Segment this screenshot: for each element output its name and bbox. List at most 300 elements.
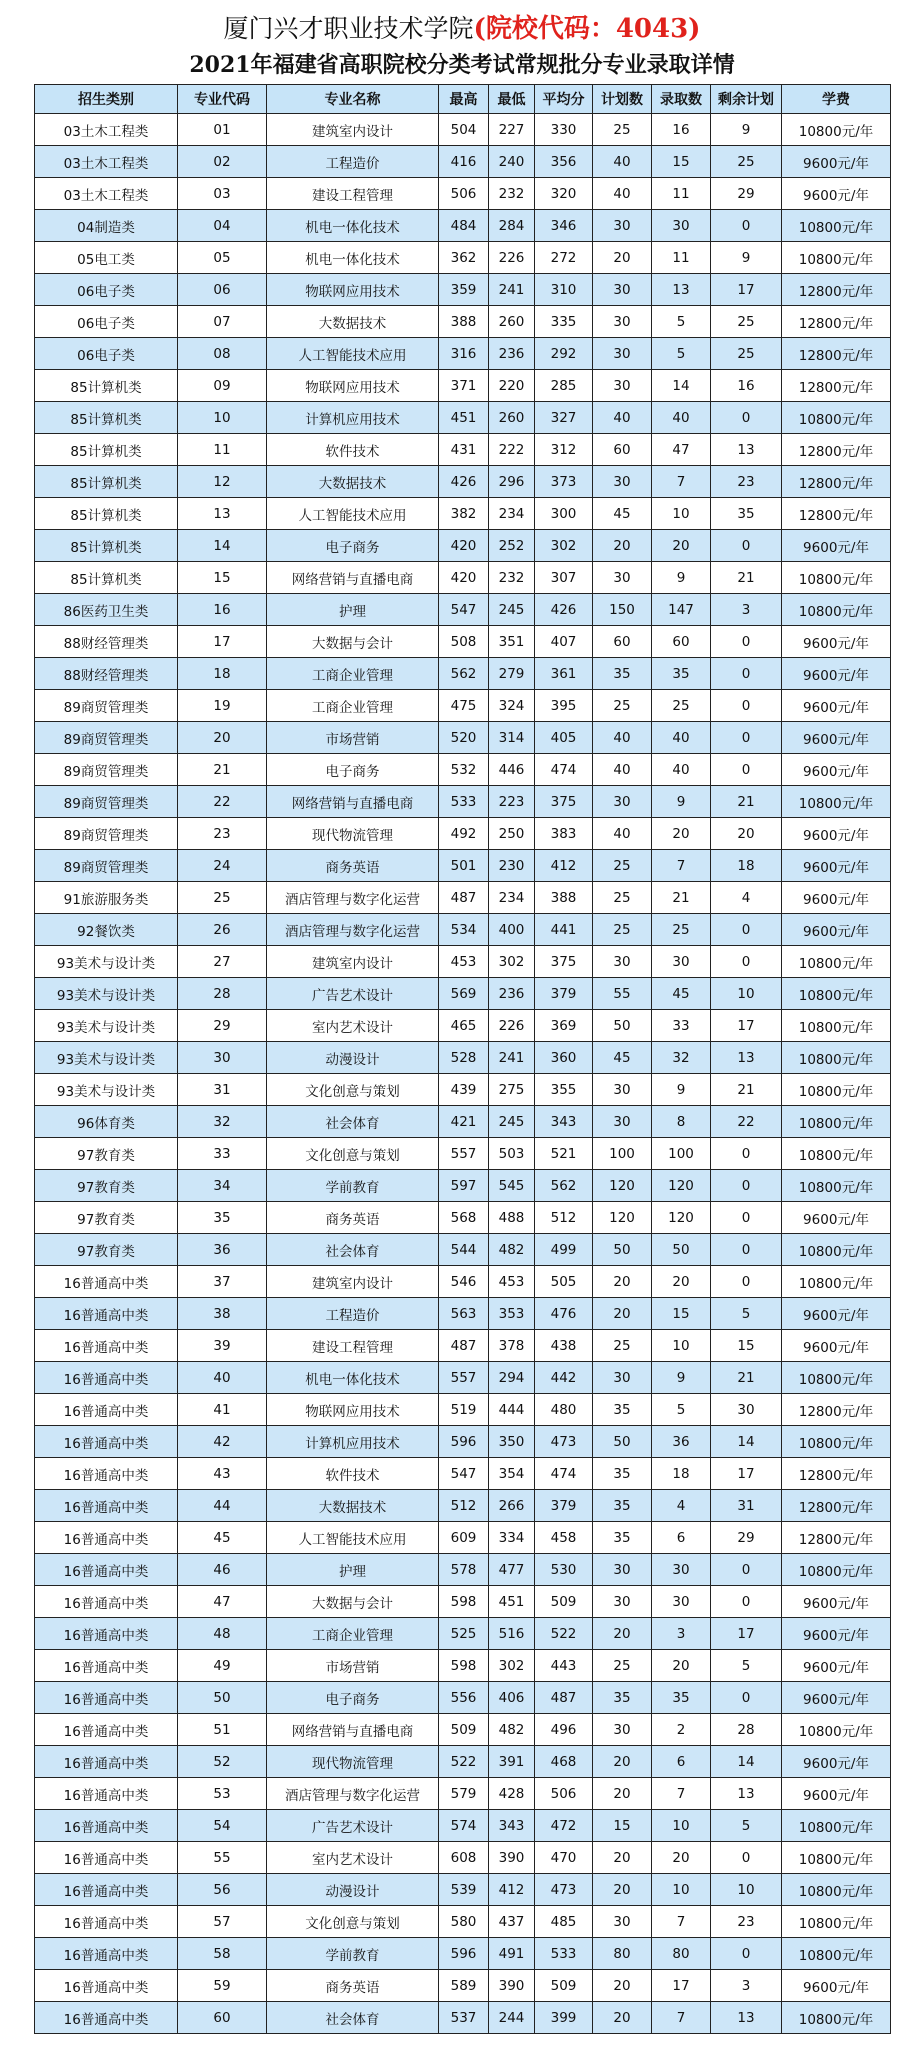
col-header-remaining: 剩余计划 [711,85,782,114]
major-code-cell: 21 [178,754,267,786]
avg-score-cell: 470 [535,1842,593,1874]
planned-cell: 20 [593,1778,652,1810]
col-header-min-score: 最低 [489,85,535,114]
avg-score-cell: 438 [535,1330,593,1362]
category-cell: 16普通高中类 [35,1330,178,1362]
table-row [35,882,891,914]
tuition-cell: 10800元/年 [782,1042,891,1074]
remaining-cell: 16 [711,370,782,402]
table-row [35,850,891,882]
planned-cell: 45 [593,498,652,530]
category-cell: 85计算机类 [35,466,178,498]
min-score-cell: 390 [489,1970,535,2002]
table-row [35,1490,891,1522]
admitted-cell: 25 [652,690,711,722]
major-code-cell: 08 [178,338,267,370]
planned-cell: 60 [593,626,652,658]
planned-cell: 55 [593,978,652,1010]
avg-score-cell: 399 [535,2002,593,2034]
category-cell: 16普通高中类 [35,1618,178,1650]
avg-score-cell: 379 [535,1490,593,1522]
major-code-cell: 06 [178,274,267,306]
category-cell: 05电工类 [35,242,178,274]
category-cell: 89商贸管理类 [35,786,178,818]
category-cell: 16普通高中类 [35,1906,178,1938]
admitted-cell: 5 [652,338,711,370]
remaining-cell: 31 [711,1490,782,1522]
admitted-cell: 13 [652,274,711,306]
major-name-cell: 商务英语 [267,1970,439,2002]
table-row [35,1042,891,1074]
min-score-cell: 302 [489,1650,535,1682]
remaining-cell: 0 [711,1842,782,1874]
tuition-cell: 10800元/年 [782,1010,891,1042]
major-name-cell: 物联网应用技术 [267,1394,439,1426]
major-code-cell: 58 [178,1938,267,1970]
major-code-cell: 34 [178,1170,267,1202]
planned-cell: 30 [593,1362,652,1394]
remaining-cell: 17 [711,1010,782,1042]
min-score-cell: 482 [489,1234,535,1266]
admitted-cell: 20 [652,530,711,562]
avg-score-cell: 292 [535,338,593,370]
major-code-cell: 27 [178,946,267,978]
min-score-cell: 220 [489,370,535,402]
planned-cell: 30 [593,210,652,242]
admitted-cell: 7 [652,2002,711,2034]
tuition-cell: 12800元/年 [782,498,891,530]
min-score-cell: 234 [489,498,535,530]
min-score-cell: 400 [489,914,535,946]
avg-score-cell: 443 [535,1650,593,1682]
category-cell: 96体育类 [35,1106,178,1138]
avg-score-cell: 320 [535,178,593,210]
category-cell: 89商贸管理类 [35,722,178,754]
major-code-cell: 56 [178,1874,267,1906]
table-row [35,1778,891,1810]
admitted-cell: 120 [652,1170,711,1202]
remaining-cell: 3 [711,1970,782,2002]
avg-score-cell: 407 [535,626,593,658]
tuition-cell: 10800元/年 [782,1906,891,1938]
major-name-cell: 机电一体化技术 [267,1362,439,1394]
major-name-cell: 文化创意与策划 [267,1906,439,1938]
max-score-cell: 578 [439,1554,489,1586]
planned-cell: 20 [593,1618,652,1650]
remaining-cell: 5 [711,1650,782,1682]
table-row [35,402,891,434]
avg-score-cell: 476 [535,1298,593,1330]
remaining-cell: 21 [711,1362,782,1394]
min-score-cell: 279 [489,658,535,690]
min-score-cell: 390 [489,1842,535,1874]
table-row [35,114,891,146]
remaining-cell: 0 [711,402,782,434]
tuition-cell: 9600元/年 [782,178,891,210]
avg-score-cell: 473 [535,1426,593,1458]
planned-cell: 50 [593,1426,652,1458]
major-code-cell: 60 [178,2002,267,2034]
max-score-cell: 608 [439,1842,489,1874]
major-name-cell: 学前教育 [267,1938,439,1970]
admitted-cell: 18 [652,1458,711,1490]
major-name-cell: 室内艺术设计 [267,1842,439,1874]
max-score-cell: 557 [439,1138,489,1170]
major-code-cell: 47 [178,1586,267,1618]
planned-cell: 30 [593,466,652,498]
admitted-cell: 45 [652,978,711,1010]
table-row [35,306,891,338]
tuition-cell: 10800元/年 [782,1234,891,1266]
admitted-cell: 33 [652,1010,711,1042]
admitted-cell: 40 [652,754,711,786]
major-name-cell: 社会体育 [267,1234,439,1266]
tuition-cell: 10800元/年 [782,1266,891,1298]
max-score-cell: 539 [439,1874,489,1906]
major-name-cell: 现代物流管理 [267,818,439,850]
major-name-cell: 工商企业管理 [267,690,439,722]
max-score-cell: 597 [439,1170,489,1202]
major-code-cell: 25 [178,882,267,914]
min-score-cell: 545 [489,1170,535,1202]
major-code-cell: 28 [178,978,267,1010]
max-score-cell: 362 [439,242,489,274]
avg-score-cell: 285 [535,370,593,402]
admitted-cell: 17 [652,1970,711,2002]
remaining-cell: 3 [711,594,782,626]
col-header-major-name: 专业名称 [267,85,439,114]
min-score-cell: 227 [489,114,535,146]
page-subtitle: 2021年福建省高职院校分类考试常规批分专业录取详情 [189,52,735,78]
remaining-cell: 35 [711,498,782,530]
max-score-cell: 420 [439,530,489,562]
max-score-cell: 533 [439,786,489,818]
col-header-category: 招生类别 [35,85,178,114]
tuition-cell: 10800元/年 [782,1362,891,1394]
admitted-cell: 25 [652,914,711,946]
table-row [35,754,891,786]
tuition-cell: 10800元/年 [782,562,891,594]
max-score-cell: 519 [439,1394,489,1426]
planned-cell: 30 [593,786,652,818]
max-score-cell: 512 [439,1490,489,1522]
table-row [35,1970,891,2002]
category-cell: 85计算机类 [35,434,178,466]
admitted-cell: 6 [652,1746,711,1778]
tuition-cell: 12800元/年 [782,1522,891,1554]
admitted-cell: 30 [652,946,711,978]
avg-score-cell: 379 [535,978,593,1010]
max-score-cell: 492 [439,818,489,850]
category-cell: 92餐饮类 [35,914,178,946]
admitted-cell: 14 [652,370,711,402]
table-row [35,1906,891,1938]
table-row [35,1522,891,1554]
planned-cell: 20 [593,1970,652,2002]
min-score-cell: 378 [489,1330,535,1362]
major-name-cell: 室内艺术设计 [267,1010,439,1042]
table-row [35,1106,891,1138]
table-row [35,146,891,178]
tuition-cell: 10800元/年 [782,1938,891,1970]
max-score-cell: 487 [439,882,489,914]
category-cell: 16普通高中类 [35,1810,178,1842]
category-cell: 16普通高中类 [35,2002,178,2034]
avg-score-cell: 562 [535,1170,593,1202]
table-header-row [35,85,891,114]
max-score-cell: 501 [439,850,489,882]
major-code-cell: 49 [178,1650,267,1682]
tuition-cell: 12800元/年 [782,1394,891,1426]
major-name-cell: 建筑室内设计 [267,114,439,146]
tuition-cell: 10800元/年 [782,1426,891,1458]
max-score-cell: 487 [439,1330,489,1362]
table-row [35,1682,891,1714]
remaining-cell: 0 [711,1234,782,1266]
planned-cell: 150 [593,594,652,626]
max-score-cell: 609 [439,1522,489,1554]
remaining-cell: 10 [711,1874,782,1906]
major-name-cell: 网络营销与直播电商 [267,562,439,594]
table-row [35,1714,891,1746]
planned-cell: 30 [593,1714,652,1746]
min-score-cell: 260 [489,402,535,434]
table-row [35,1394,891,1426]
avg-score-cell: 442 [535,1362,593,1394]
remaining-cell: 9 [711,242,782,274]
tuition-cell: 12800元/年 [782,338,891,370]
table-row [35,1298,891,1330]
max-score-cell: 426 [439,466,489,498]
category-cell: 16普通高中类 [35,1458,178,1490]
category-cell: 06电子类 [35,306,178,338]
remaining-cell: 23 [711,466,782,498]
remaining-cell: 0 [711,1554,782,1586]
remaining-cell: 13 [711,434,782,466]
remaining-cell: 9 [711,114,782,146]
remaining-cell: 0 [711,1938,782,1970]
tuition-cell: 9600元/年 [782,690,891,722]
remaining-cell: 29 [711,178,782,210]
planned-cell: 30 [593,370,652,402]
tuition-cell: 9600元/年 [782,1298,891,1330]
category-cell: 03土木工程类 [35,114,178,146]
planned-cell: 15 [593,1810,652,1842]
remaining-cell: 25 [711,306,782,338]
planned-cell: 25 [593,914,652,946]
major-code-cell: 33 [178,1138,267,1170]
category-cell: 89商贸管理类 [35,754,178,786]
remaining-cell: 30 [711,1394,782,1426]
table-row [35,178,891,210]
min-score-cell: 302 [489,946,535,978]
planned-cell: 30 [593,1906,652,1938]
avg-score-cell: 369 [535,1010,593,1042]
major-name-cell: 工商企业管理 [267,1618,439,1650]
table-row [35,1458,891,1490]
tuition-cell: 9600元/年 [782,1202,891,1234]
major-code-cell: 53 [178,1778,267,1810]
admitted-cell: 10 [652,1810,711,1842]
major-code-cell: 40 [178,1362,267,1394]
min-score-cell: 245 [489,1106,535,1138]
avg-score-cell: 474 [535,754,593,786]
max-score-cell: 316 [439,338,489,370]
min-score-cell: 252 [489,530,535,562]
remaining-cell: 21 [711,786,782,818]
admitted-cell: 80 [652,1938,711,1970]
tuition-cell: 10800元/年 [782,786,891,818]
tuition-cell: 9600元/年 [782,658,891,690]
table-row [35,1938,891,1970]
admitted-cell: 40 [652,722,711,754]
table-row [35,1618,891,1650]
avg-score-cell: 441 [535,914,593,946]
admitted-cell: 100 [652,1138,711,1170]
tuition-cell: 9600元/年 [782,1618,891,1650]
tuition-cell: 10800元/年 [782,402,891,434]
min-score-cell: 236 [489,338,535,370]
max-score-cell: 451 [439,402,489,434]
planned-cell: 40 [593,754,652,786]
category-cell: 04制造类 [35,210,178,242]
avg-score-cell: 487 [535,1682,593,1714]
remaining-cell: 15 [711,1330,782,1362]
min-score-cell: 453 [489,1266,535,1298]
major-name-cell: 现代物流管理 [267,1746,439,1778]
min-score-cell: 234 [489,882,535,914]
avg-score-cell: 485 [535,1906,593,1938]
min-score-cell: 232 [489,562,535,594]
major-code-cell: 30 [178,1042,267,1074]
min-score-cell: 294 [489,1362,535,1394]
tuition-cell: 10800元/年 [782,1170,891,1202]
admitted-cell: 20 [652,1842,711,1874]
category-cell: 97教育类 [35,1138,178,1170]
min-score-cell: 446 [489,754,535,786]
major-code-cell: 05 [178,242,267,274]
major-code-cell: 20 [178,722,267,754]
admitted-cell: 9 [652,786,711,818]
major-code-cell: 59 [178,1970,267,2002]
planned-cell: 120 [593,1202,652,1234]
avg-score-cell: 472 [535,1810,593,1842]
category-cell: 16普通高中类 [35,1778,178,1810]
category-cell: 89商贸管理类 [35,818,178,850]
avg-score-cell: 383 [535,818,593,850]
table-row [35,466,891,498]
major-name-cell: 大数据与会计 [267,626,439,658]
remaining-cell: 25 [711,338,782,370]
tuition-cell: 9600元/年 [782,626,891,658]
min-score-cell: 241 [489,1042,535,1074]
admitted-cell: 9 [652,562,711,594]
min-score-cell: 230 [489,850,535,882]
tuition-cell: 9600元/年 [782,1650,891,1682]
min-score-cell: 406 [489,1682,535,1714]
category-cell: 16普通高中类 [35,1682,178,1714]
admitted-cell: 11 [652,178,711,210]
tuition-cell: 10800元/年 [782,210,891,242]
min-score-cell: 284 [489,210,535,242]
max-score-cell: 508 [439,626,489,658]
major-name-cell: 人工智能技术应用 [267,1522,439,1554]
table-row [35,1650,891,1682]
max-score-cell: 547 [439,1458,489,1490]
admitted-cell: 15 [652,146,711,178]
table-row [35,722,891,754]
table-row [35,626,891,658]
table-row [35,1138,891,1170]
major-code-cell: 18 [178,658,267,690]
remaining-cell: 20 [711,818,782,850]
major-name-cell: 商务英语 [267,1202,439,1234]
table-row [35,914,891,946]
tuition-cell: 10800元/年 [782,1842,891,1874]
min-score-cell: 324 [489,690,535,722]
max-score-cell: 596 [439,1938,489,1970]
remaining-cell: 22 [711,1106,782,1138]
table-row [35,562,891,594]
major-name-cell: 文化创意与策划 [267,1138,439,1170]
avg-score-cell: 521 [535,1138,593,1170]
planned-cell: 30 [593,1586,652,1618]
planned-cell: 20 [593,1746,652,1778]
tuition-cell: 10800元/年 [782,1810,891,1842]
admitted-cell: 30 [652,1554,711,1586]
major-name-cell: 社会体育 [267,1106,439,1138]
planned-cell: 20 [593,242,652,274]
major-code-cell: 09 [178,370,267,402]
avg-score-cell: 302 [535,530,593,562]
table-row [35,370,891,402]
major-name-cell: 动漫设计 [267,1042,439,1074]
remaining-cell: 10 [711,978,782,1010]
admitted-cell: 10 [652,1874,711,1906]
major-code-cell: 39 [178,1330,267,1362]
major-code-cell: 55 [178,1842,267,1874]
remaining-cell: 21 [711,562,782,594]
admitted-cell: 120 [652,1202,711,1234]
remaining-cell: 21 [711,1074,782,1106]
major-name-cell: 大数据技术 [267,1490,439,1522]
min-score-cell: 241 [489,274,535,306]
admitted-cell: 30 [652,1586,711,1618]
tuition-cell: 9600元/年 [782,1682,891,1714]
min-score-cell: 236 [489,978,535,1010]
major-code-cell: 01 [178,114,267,146]
planned-cell: 40 [593,818,652,850]
table-row [35,1170,891,1202]
avg-score-cell: 458 [535,1522,593,1554]
avg-score-cell: 343 [535,1106,593,1138]
col-header-avg-score: 平均分 [535,85,593,114]
planned-cell: 25 [593,850,652,882]
tuition-cell: 10800元/年 [782,946,891,978]
planned-cell: 25 [593,1650,652,1682]
remaining-cell: 14 [711,1746,782,1778]
table-row [35,1842,891,1874]
major-code-cell: 46 [178,1554,267,1586]
table-row [35,2002,891,2034]
table-row [35,338,891,370]
category-cell: 85计算机类 [35,370,178,402]
col-header-planned: 计划数 [593,85,652,114]
admission-table [34,84,891,2034]
planned-cell: 20 [593,1842,652,1874]
planned-cell: 35 [593,1394,652,1426]
table-row [35,594,891,626]
